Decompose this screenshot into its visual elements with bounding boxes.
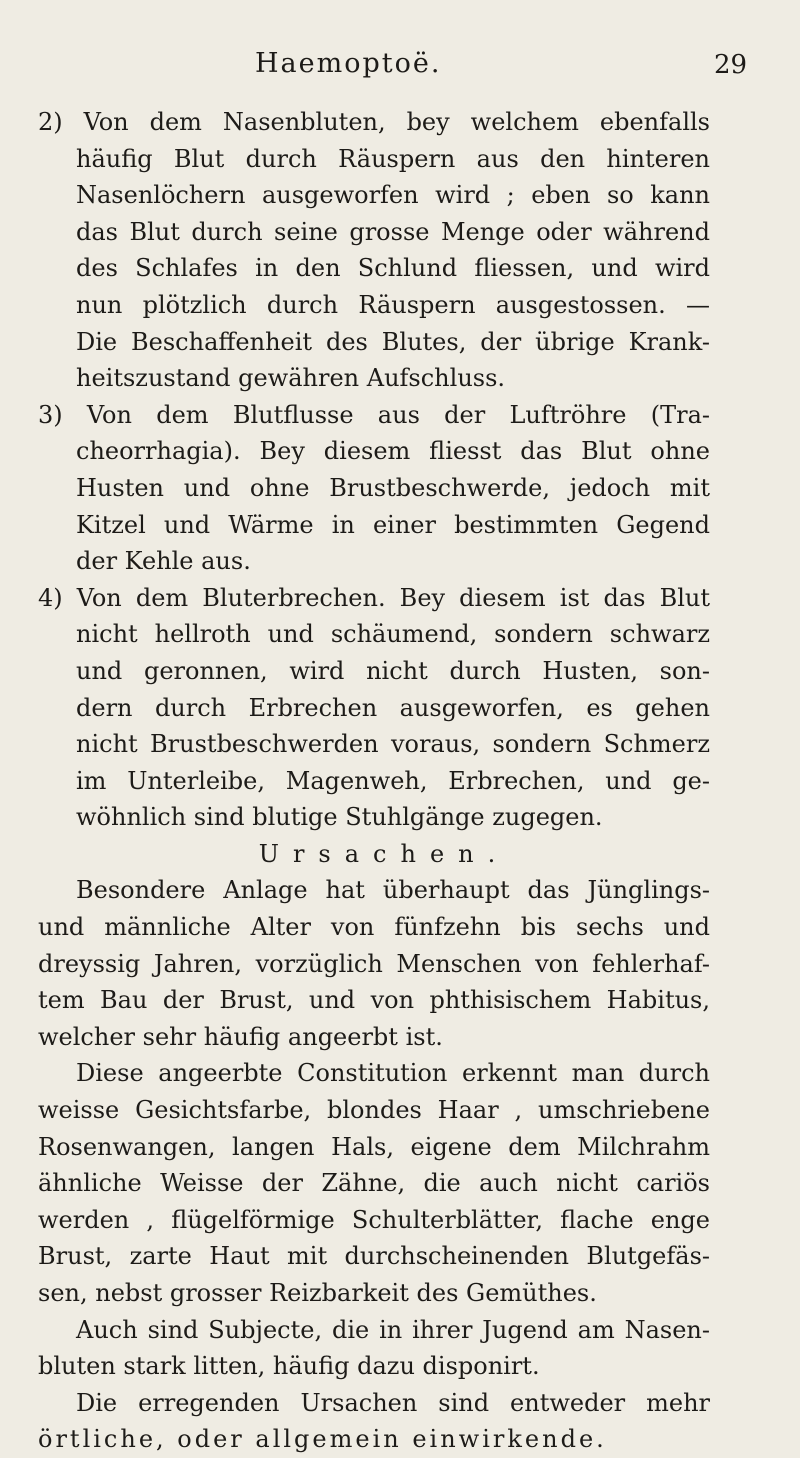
text-line: nicht hellroth und schäumend, sondern schwarz <box>76 620 710 649</box>
text-line: wöhnlich sind blutige Stuhlgänge zugegen. <box>76 803 603 832</box>
section-heading: Ursachen. <box>258 839 510 868</box>
text-line: tem Bau der Brust, und von phthisischem Habitus, <box>38 986 710 1015</box>
text-line: ähnliche Weisse der Zähne, die auch nicht cariös <box>38 1169 710 1198</box>
text-line: nicht Brustbeschwerden voraus, sondern Schmerz <box>76 730 710 759</box>
text-line: das Blut durch seine grosse Menge oder während <box>76 217 710 246</box>
text-line: dern durch Erbrechen ausgeworfen, es gehen <box>76 693 710 722</box>
text-line: nun plötzlich durch Räuspern ausgestossen. — <box>76 290 710 319</box>
body-text <box>38 104 710 1458</box>
text-line: werden , flügelförmige Schulterblätter, flache enge <box>38 1205 710 1234</box>
text-line: weisse Gesichtsfarbe, blondes Haar , umschriebene <box>38 1096 710 1125</box>
text-line: dreyssig Jahren, vorzüglich Menschen von fehlerhaf- <box>38 949 710 978</box>
text-line: Diese angeerbte Constitution erkennt man durch <box>76 1059 710 1088</box>
text-line: 4) Von dem Bluterbrechen. Bey diesem ist das Blut <box>38 583 710 612</box>
text-line: des Schlafes in den Schlund fliessen, und wird <box>76 254 710 283</box>
text-line: Husten und ohne Brustbeschwerde, jedoch mit <box>76 473 710 502</box>
page-header <box>0 48 800 88</box>
text-line: Auch sind Subjecte, die in ihrer Jugend am Nasen- <box>76 1315 710 1344</box>
text-line: Rosenwangen, langen Hals, eigene dem Milchrahm <box>38 1132 710 1161</box>
text-line: im Unterleibe, Magenweh, Erbrechen, und ge- <box>76 766 710 795</box>
text-line: Die Beschaffenheit des Blutes, der übrige Krank- <box>76 327 710 356</box>
text-line: bluten stark litten, häufig dazu disponirt. <box>38 1352 540 1381</box>
text-line: sen, nebst grosser Reizbarkeit des Gemüthes. <box>38 1279 597 1307</box>
text-line: der Kehle aus. <box>76 547 251 576</box>
text-line: örtliche, oder allgemein einwirkende. <box>38 1425 607 1454</box>
text-line: Brust, zarte Haut mit durchscheinenden Blutgefäs- <box>38 1242 710 1271</box>
running-title: Haemoptoë. <box>255 48 442 79</box>
text-line: cheorrhagia). Bey diesem fliesst das Blut ohne <box>76 437 710 466</box>
text-line: 3) Von dem Blutflusse aus der Luftröhre (Tra- <box>38 400 710 429</box>
text-line: häufig Blut durch Räuspern aus den hinteren <box>76 144 710 173</box>
text-line: Kitzel und Wärme in einer bestimmten Gegend <box>76 510 710 539</box>
text-line: Besondere Anlage hat überhaupt das Jünglings- <box>76 876 710 905</box>
text-line: 2) Von dem Nasenbluten, bey welchem ebenfalls <box>38 108 710 136</box>
page-number: 29 <box>714 50 748 80</box>
text-line: welcher sehr häufig angeerbt ist. <box>38 1022 443 1051</box>
text-line: Nasenlöchern ausgeworfen wird ; eben so kann <box>76 181 710 210</box>
text-line: und geronnen, wird nicht durch Husten, son- <box>76 656 710 685</box>
text-line: Die erregenden Ursachen sind entweder mehr <box>76 1388 710 1417</box>
text-line: und männliche Alter von fünfzehn bis sechs und <box>38 913 710 942</box>
text-line: heitszustand gewähren Aufschluss. <box>76 364 506 393</box>
